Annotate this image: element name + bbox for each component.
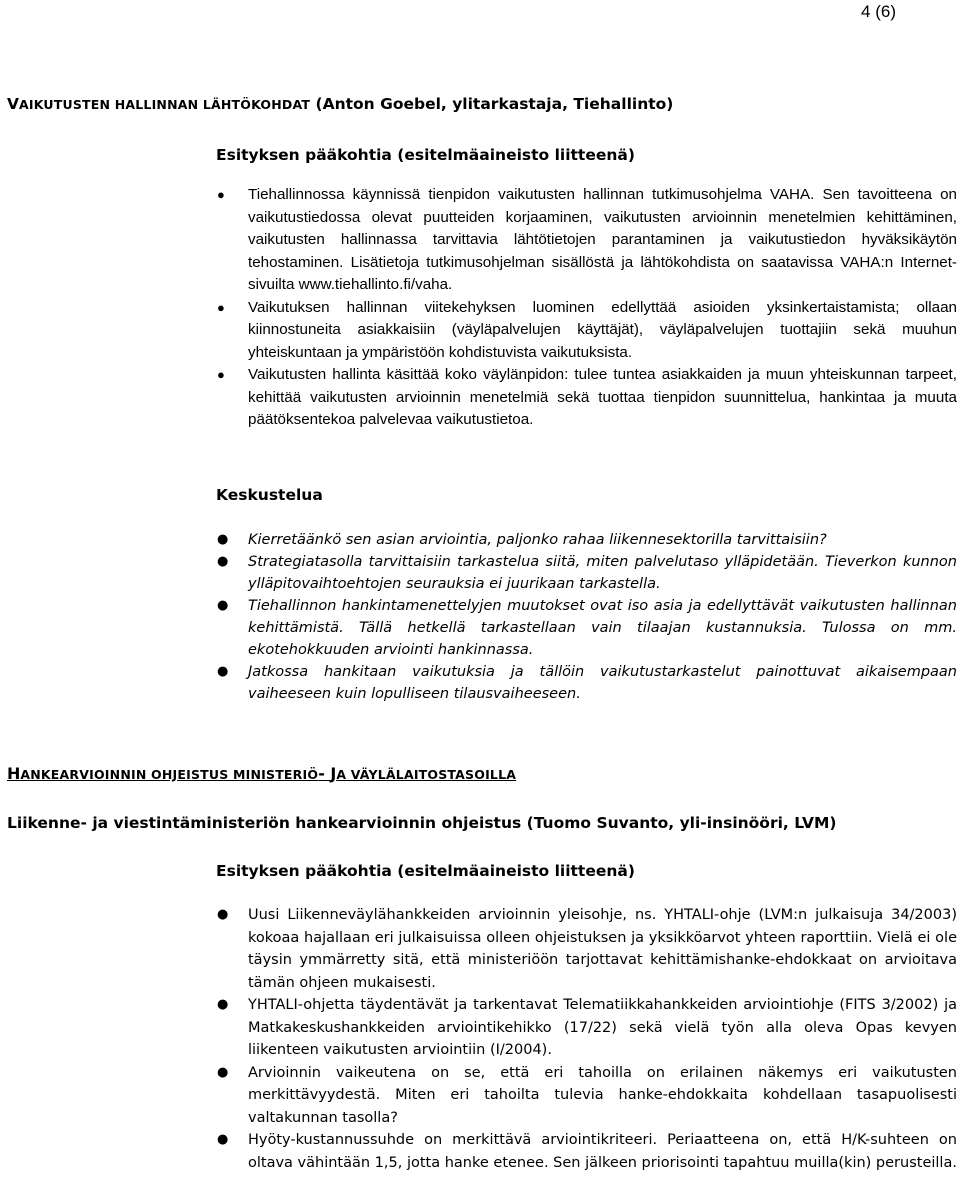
presentation-subheading: Esityksen pääkohtia (esitelmäaineisto liitteenä) — [216, 862, 635, 880]
presentation-bullet-list — [216, 184, 957, 432]
bullet-icon: ● — [217, 554, 229, 569]
list-item-text: Hyöty-kustannussuhde on merkittävä arviointikriteeri. Periaatteena on, että H/K-suhteen on oltava vähintään 1,5, jotta hanke etenee. Sen jälkeen priorisointi tapahtuu muilla(kin) perusteilla. — [248, 1132, 957, 1171]
page-number: 4 (6) — [861, 2, 896, 21]
heading-smallcaps: AIKUTUSTEN HALLINNAN LÄHTÖKOHDAT — [19, 97, 311, 112]
list-item-text: Uusi Liikenneväylähankkeiden arvioinnin yleisohje, ns. YHTALI-ohje (LVM:n julkaisuja 34/2003) kokoaa hajallaan eri julkaisuissa olleen ohjeistuksen ja yksikköarvot yhteen raporttiin. Vielä ei ole täysin ymmärretty sitä, että ministeriöön tarjottavat kehittämishanke-ehdokkaat on arvioitava tämän ohjeen mukaisesti. — [248, 907, 957, 991]
heading-initial: H — [7, 764, 21, 783]
presentation-subheading: Esityksen pääkohtia (esitelmäaineisto liitteenä) — [216, 146, 635, 164]
bullet-icon: ● — [217, 299, 225, 315]
list-item-text: Tiehallinnossa käynnissä tienpidon vaikutusten hallinnan tutkimusohjelma VAHA. Sen tavoitteena on vaikutustiedossa olevat puutteiden korjaaminen, vaikutusten arvioinnin menetelmien kehittäminen, vaikutusten hallinnassa tarvittavia lähtötietojen parantaminen ja vaikutustiedon hyväksikäytön tehostaminen. Lisätietoja tutkimusohjelman sisällöstä ja lähtökohdista on saatavissa VAHA:n Internet-sivuilta www.tiehallinto.fi/vaha. — [248, 186, 957, 293]
list-item-text: YHTALI-ohjetta täydentävät ja tarkentavat Telematiikkahankkeiden arviointiohje (FITS 3/2002) ja Matkakeskushankkeiden arviointikehikko (17/22) sekä vielä työn alla oleva Opas kevyen liikenteen vaikutusten arviointiin (I/2004). — [248, 997, 957, 1058]
discussion-heading: Keskustelua — [216, 486, 323, 504]
list-item — [216, 1062, 957, 1130]
list-item — [216, 297, 957, 365]
bullet-icon: ● — [217, 187, 225, 202]
bullet-icon: ● — [217, 1132, 229, 1147]
section-title-lvm: Liikenne- ja viestintäministeriön hankearvioinnin ohjeistus (Tuomo Suvanto, yli-insinööri, LVM) — [7, 814, 837, 832]
discussion-bullet-list — [216, 529, 957, 705]
bullet-icon: ● — [217, 598, 229, 613]
heading-initial: J — [330, 764, 337, 783]
heading-smallcaps: ANKEARVIOINNIN OHJEISTUS MINISTERIÖ — [20, 767, 319, 782]
section-heading-vaikutusten-hallinta — [7, 95, 673, 113]
list-item — [216, 551, 957, 595]
list-item — [216, 364, 957, 432]
bullet-icon: ● — [217, 367, 225, 382]
list-item — [216, 595, 957, 661]
heading-initial: V — [7, 95, 19, 113]
list-item — [216, 994, 957, 1062]
presentation-bullet-list — [216, 904, 957, 1174]
heading-author: (Anton Goebel, ylitarkastaja, Tiehallinto) — [310, 95, 674, 113]
list-item-text: Kierretäänkö sen asian arviointia, paljonko rahaa liikennesektorilla tarvittaisiin? — [248, 532, 827, 548]
list-item — [216, 1129, 957, 1174]
list-item — [216, 904, 957, 994]
heading-smallcaps: A VÄYLÄLAITOSTASOILLA — [336, 767, 517, 782]
list-item-text: Tiehallinnon hankintamenettelyjen muutokset ovat iso asia ja edellyttävät vaikutusten hallinnan kehittämistä. Tällä hetkellä tarkastellaan vain tilaajan kustannuksia. Tulossa on mm. ekotehokkuuden arviointi hankinnassa. — [248, 598, 957, 658]
list-item — [216, 529, 957, 551]
section-heading-hankearviointi — [7, 764, 516, 783]
list-item-text: Vaikutuksen hallinnan viitekehyksen luominen edellyttää asioiden yksinkertaistamista; ollaan kiinnostuneita asiakkaisiin (väyläpalvelujen käyttäjät), väyläpalvelujen tuottajiin sekä muuhun yhteiskuntaan ja ympäristöön kohdistuvista vaikutuksista. — [248, 298, 957, 361]
bullet-icon: ● — [217, 1064, 229, 1080]
list-item — [216, 661, 957, 705]
list-item-text: Vaikutusten hallinta käsittää koko väylänpidon: tulee tuntea asiakkaiden ja muun yhteiskunnan tarpeet, kehittää vaikutusten arvioinnin menetelmiä sekä tuottaa tienpidon suunnittelua, hankintaa ja muuta päätöksentekoa palvelevaa vaikutustietoa. — [248, 366, 957, 428]
list-item — [216, 184, 957, 297]
list-item-text: Jatkossa hankitaan vaikutuksia ja tällöin vaikutustarkastelut painottuvat aikaisempaan vaiheeseen kuin lopulliseen tilausvaiheeseen. — [248, 664, 957, 702]
bullet-icon: ● — [217, 907, 229, 922]
bullet-icon: ● — [217, 532, 229, 547]
bullet-icon: ● — [217, 664, 229, 679]
heading-dash: - — [318, 764, 331, 783]
list-item-text: Strategiatasolla tarvittaisiin tarkastelua siitä, miten palvelutaso ylläpidetään. Tieverkon kunnon ylläpitovaihtoehtojen seurauksia ei juurikaan tarkastella. — [248, 554, 957, 592]
bullet-icon: ● — [217, 997, 229, 1012]
list-item-text: Arvioinnin vaikeutena on se, että eri tahoilla on erilainen näkemys eri vaikutusten merkittävyydestä. Miten eri tahoilta tulevia hanke-ehdokkaita kohdellaan tasapuolisesti valtakunnan tasolla? — [248, 1064, 957, 1126]
